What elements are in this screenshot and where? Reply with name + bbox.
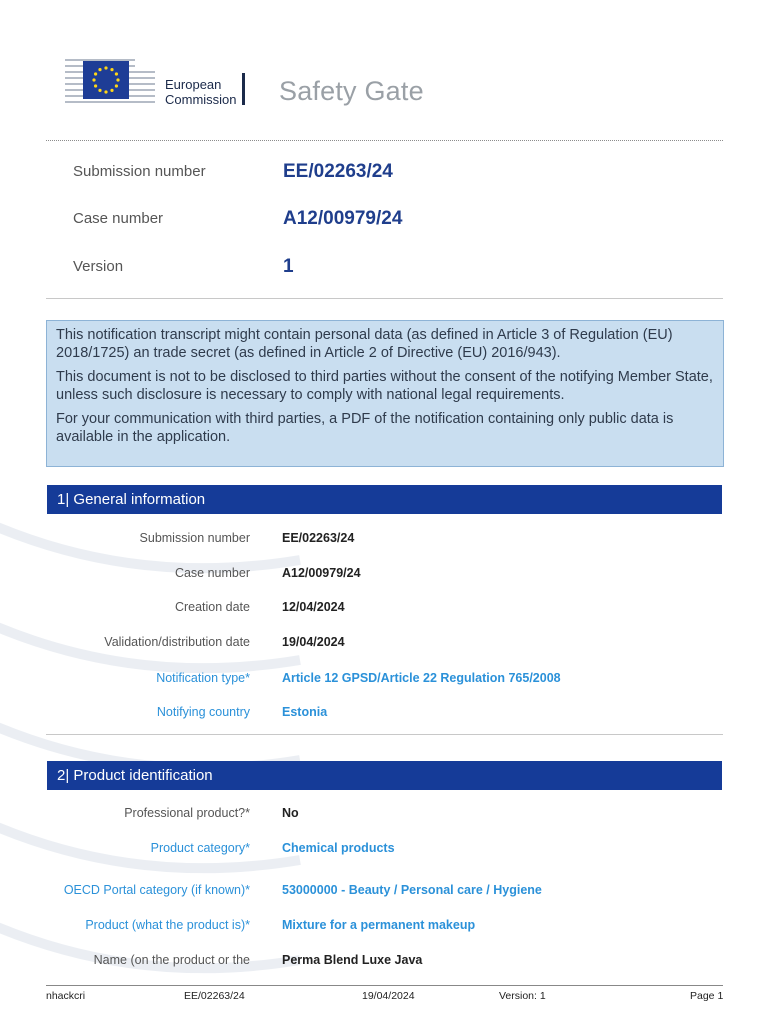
- field-label: Name (on the product or the: [93, 953, 250, 967]
- field-label: Case number: [174, 566, 250, 580]
- footer-page: Page 1: [690, 990, 724, 1002]
- field-label: Validation/distribution date: [104, 635, 250, 649]
- notifying-country-link[interactable]: Estonia: [282, 705, 328, 719]
- divider: [46, 298, 723, 299]
- field-label: Professional product?*: [124, 806, 250, 820]
- field-value: 12/04/2024: [282, 600, 345, 614]
- meta-label-submission: Submission number: [73, 163, 206, 180]
- privacy-notice: [46, 320, 724, 467]
- section-product-identification-header: 2| Product identification: [47, 761, 722, 790]
- field-label-required: OECD Portal category (if known)*: [63, 883, 250, 897]
- field-value: EE/02263/24: [282, 531, 355, 545]
- field-value: 19/04/2024: [282, 635, 345, 649]
- meta-value-version: 1: [283, 256, 294, 277]
- footer-user: nhackcri: [46, 990, 86, 1002]
- watermark-graphic: [0, 470, 320, 1024]
- field-label: Creation date: [174, 600, 250, 614]
- notice-paragraph: This notification transcript might contain personal data (as defined in Article 3 of Regulation (EU) 2018/1725) an trade secret (as defined in Article 2 of Directive (EU) 2016/943).: [56, 327, 673, 361]
- field-label-required: Product (what the product is)*: [85, 918, 250, 932]
- footer-doc-id: EE/02263/24: [184, 990, 245, 1002]
- meta-label-version: Version: [73, 258, 124, 275]
- divider: [46, 140, 723, 141]
- field-value: Perma Blend Luxe Java: [282, 953, 423, 967]
- european-commission-logo: [65, 53, 250, 108]
- oecd-category-link[interactable]: 53000000 - Beauty / Personal care / Hygiene: [282, 883, 542, 897]
- footer-date: 19/04/2024: [362, 990, 415, 1002]
- footer-version: Version: 1: [499, 990, 546, 1002]
- app-title: Safety Gate: [279, 76, 424, 106]
- logo-text: European Commission: [165, 77, 237, 107]
- notice-paragraph: For your communication with third parties, a PDF of the notification containing only public data is available in the application.: [56, 411, 674, 445]
- field-label-required: Product category*: [150, 841, 250, 855]
- footer-divider: [46, 985, 723, 986]
- field-label-required: Notification type*: [156, 671, 250, 685]
- eu-flag-icon: [83, 61, 129, 99]
- notification-type-link[interactable]: Article 12 GPSD/Article 22 Regulation 765/2008: [282, 671, 561, 685]
- product-description-link[interactable]: Mixture for a permanent makeup: [282, 918, 476, 932]
- meta-label-case: Case number: [73, 210, 164, 227]
- field-label: Submission number: [139, 531, 250, 545]
- field-value: A12/00979/24: [282, 566, 361, 580]
- product-category-link[interactable]: Chemical products: [282, 841, 395, 855]
- meta-value-submission: EE/02263/24: [283, 161, 393, 182]
- divider: [46, 734, 723, 735]
- field-value: No: [282, 806, 299, 820]
- field-label-required: Notifying country: [156, 705, 250, 719]
- notice-paragraph: This document is not to be disclosed to third parties without the consent of the notifying Member State, unless such disclosure is necessary to comply with national legal requirements.: [56, 369, 713, 403]
- section-general-information-header: 1| General information: [47, 485, 722, 514]
- meta-value-case: A12/00979/24: [283, 208, 403, 229]
